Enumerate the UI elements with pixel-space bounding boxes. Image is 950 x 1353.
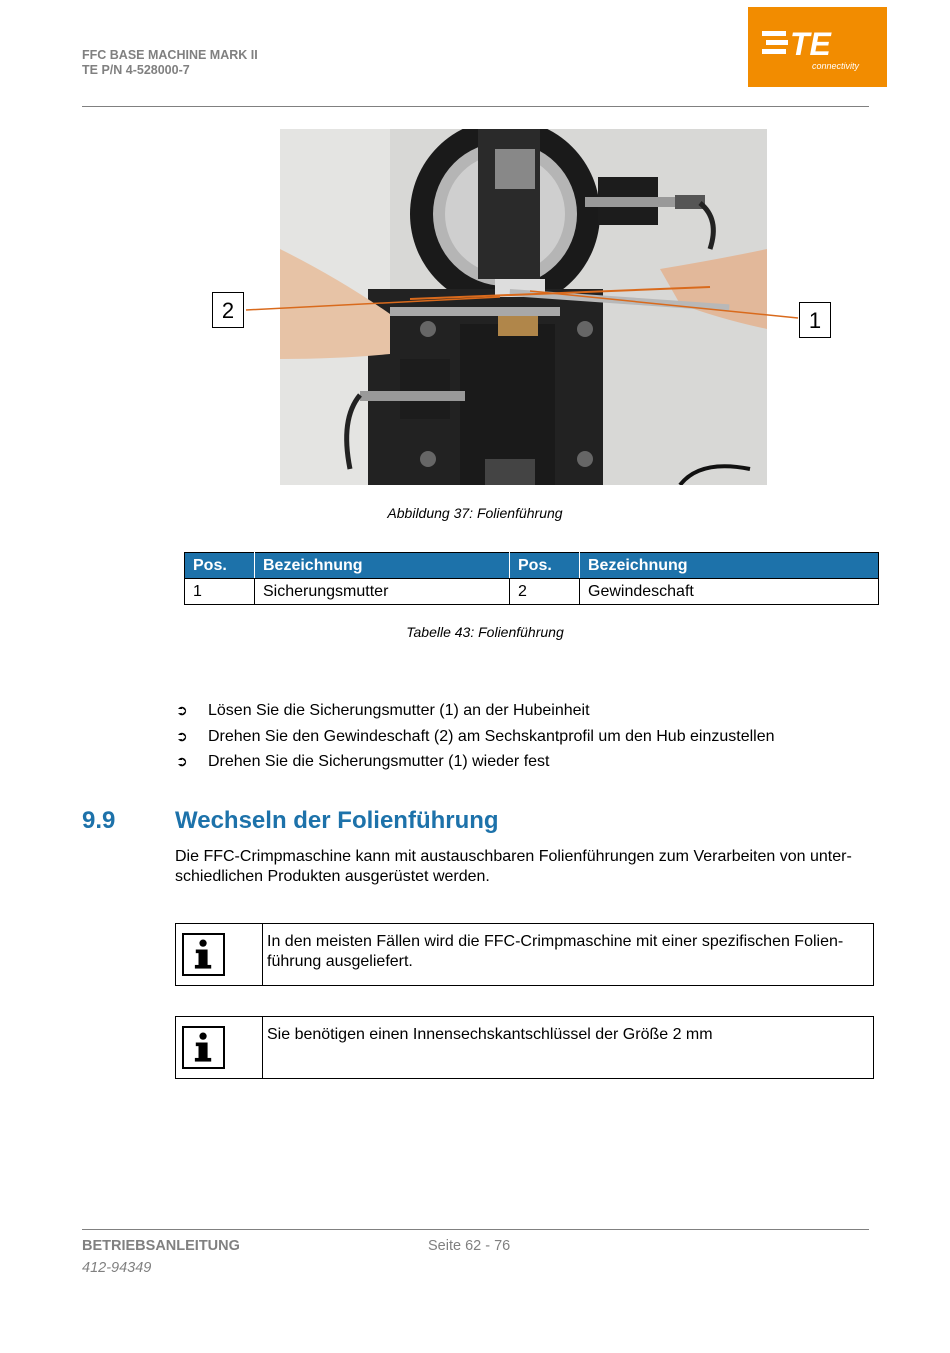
position-table xyxy=(184,552,879,605)
footer-doc-number: 412-94349 xyxy=(82,1260,152,1276)
footer-divider xyxy=(82,1229,869,1230)
cell-name: Sicherungsmutter xyxy=(255,579,510,605)
cell-pos: 1 xyxy=(185,579,255,605)
header-name-2: Bezeichnung xyxy=(580,553,879,579)
note-icon-cell xyxy=(176,1017,263,1078)
paragraph-line: schiedlichen Produkten ausgerüstet werden. xyxy=(175,868,490,885)
table-row xyxy=(185,579,879,605)
logo-text: TE xyxy=(790,26,831,62)
footer-doc-title: BETRIEBSANLEITUNG xyxy=(82,1238,240,1254)
note-line: führung ausgeliefert. xyxy=(267,953,413,970)
table-header-row xyxy=(185,553,879,579)
step-text: Drehen Sie die Sicherungsmutter (1) wieder fest xyxy=(208,753,550,770)
list-item xyxy=(176,698,775,724)
step-list xyxy=(176,698,775,775)
step-text: Drehen Sie den Gewindeschaft (2) am Sechskantprofil um den Hub einzustellen xyxy=(208,727,775,745)
header-pos-2: Pos. xyxy=(510,553,580,579)
note-text xyxy=(263,924,873,985)
info-icon xyxy=(182,1026,225,1069)
table-caption: Tabelle 43: Folienführung xyxy=(406,624,564,640)
header-part-number: TE P/N 4-528000-7 xyxy=(82,63,190,77)
note-icon-cell xyxy=(176,924,263,985)
info-note xyxy=(175,1016,874,1079)
figure-caption: Abbildung 37: Folienführung xyxy=(387,505,563,521)
callout-2: 2 xyxy=(212,292,244,328)
list-item xyxy=(176,724,775,750)
header-name-1: Bezeichnung xyxy=(255,553,510,579)
section-number: 9.9 xyxy=(82,807,116,834)
info-note xyxy=(175,923,874,986)
list-item xyxy=(176,749,775,775)
arrow-icon: ➲ xyxy=(176,727,188,744)
footer-page-number: Seite 62 - 76 xyxy=(428,1238,511,1254)
arrow-icon: ➲ xyxy=(176,702,188,718)
paragraph-line: Die FFC-Crimpmaschine kann mit austauschbaren Folienführungen zum Verarbeiten von unter- xyxy=(175,848,852,865)
header-product: FFC BASE MACHINE MARK II xyxy=(82,48,258,62)
note-line: Sie benötigen einen Innensechskantschlüssel der Größe 2 mm xyxy=(267,1026,713,1043)
header-pos-1: Pos. xyxy=(185,553,255,579)
section-paragraph xyxy=(175,847,875,887)
callout-1: 1 xyxy=(799,302,831,338)
logo-subtext: connectivity xyxy=(812,61,860,71)
info-icon xyxy=(182,933,225,976)
cell-pos: 2 xyxy=(510,579,580,605)
arrow-icon: ➲ xyxy=(176,753,188,769)
note-text xyxy=(263,1017,873,1078)
step-text: Lösen Sie die Sicherungsmutter (1) an der Hubeinheit xyxy=(208,702,590,719)
section-title: Wechseln der Folienführung xyxy=(175,807,499,834)
cell-name: Gewindeschaft xyxy=(580,579,879,605)
note-line: In den meisten Fällen wird die FFC-Crimpmaschine mit einer spezifischen Folien- xyxy=(267,933,844,950)
